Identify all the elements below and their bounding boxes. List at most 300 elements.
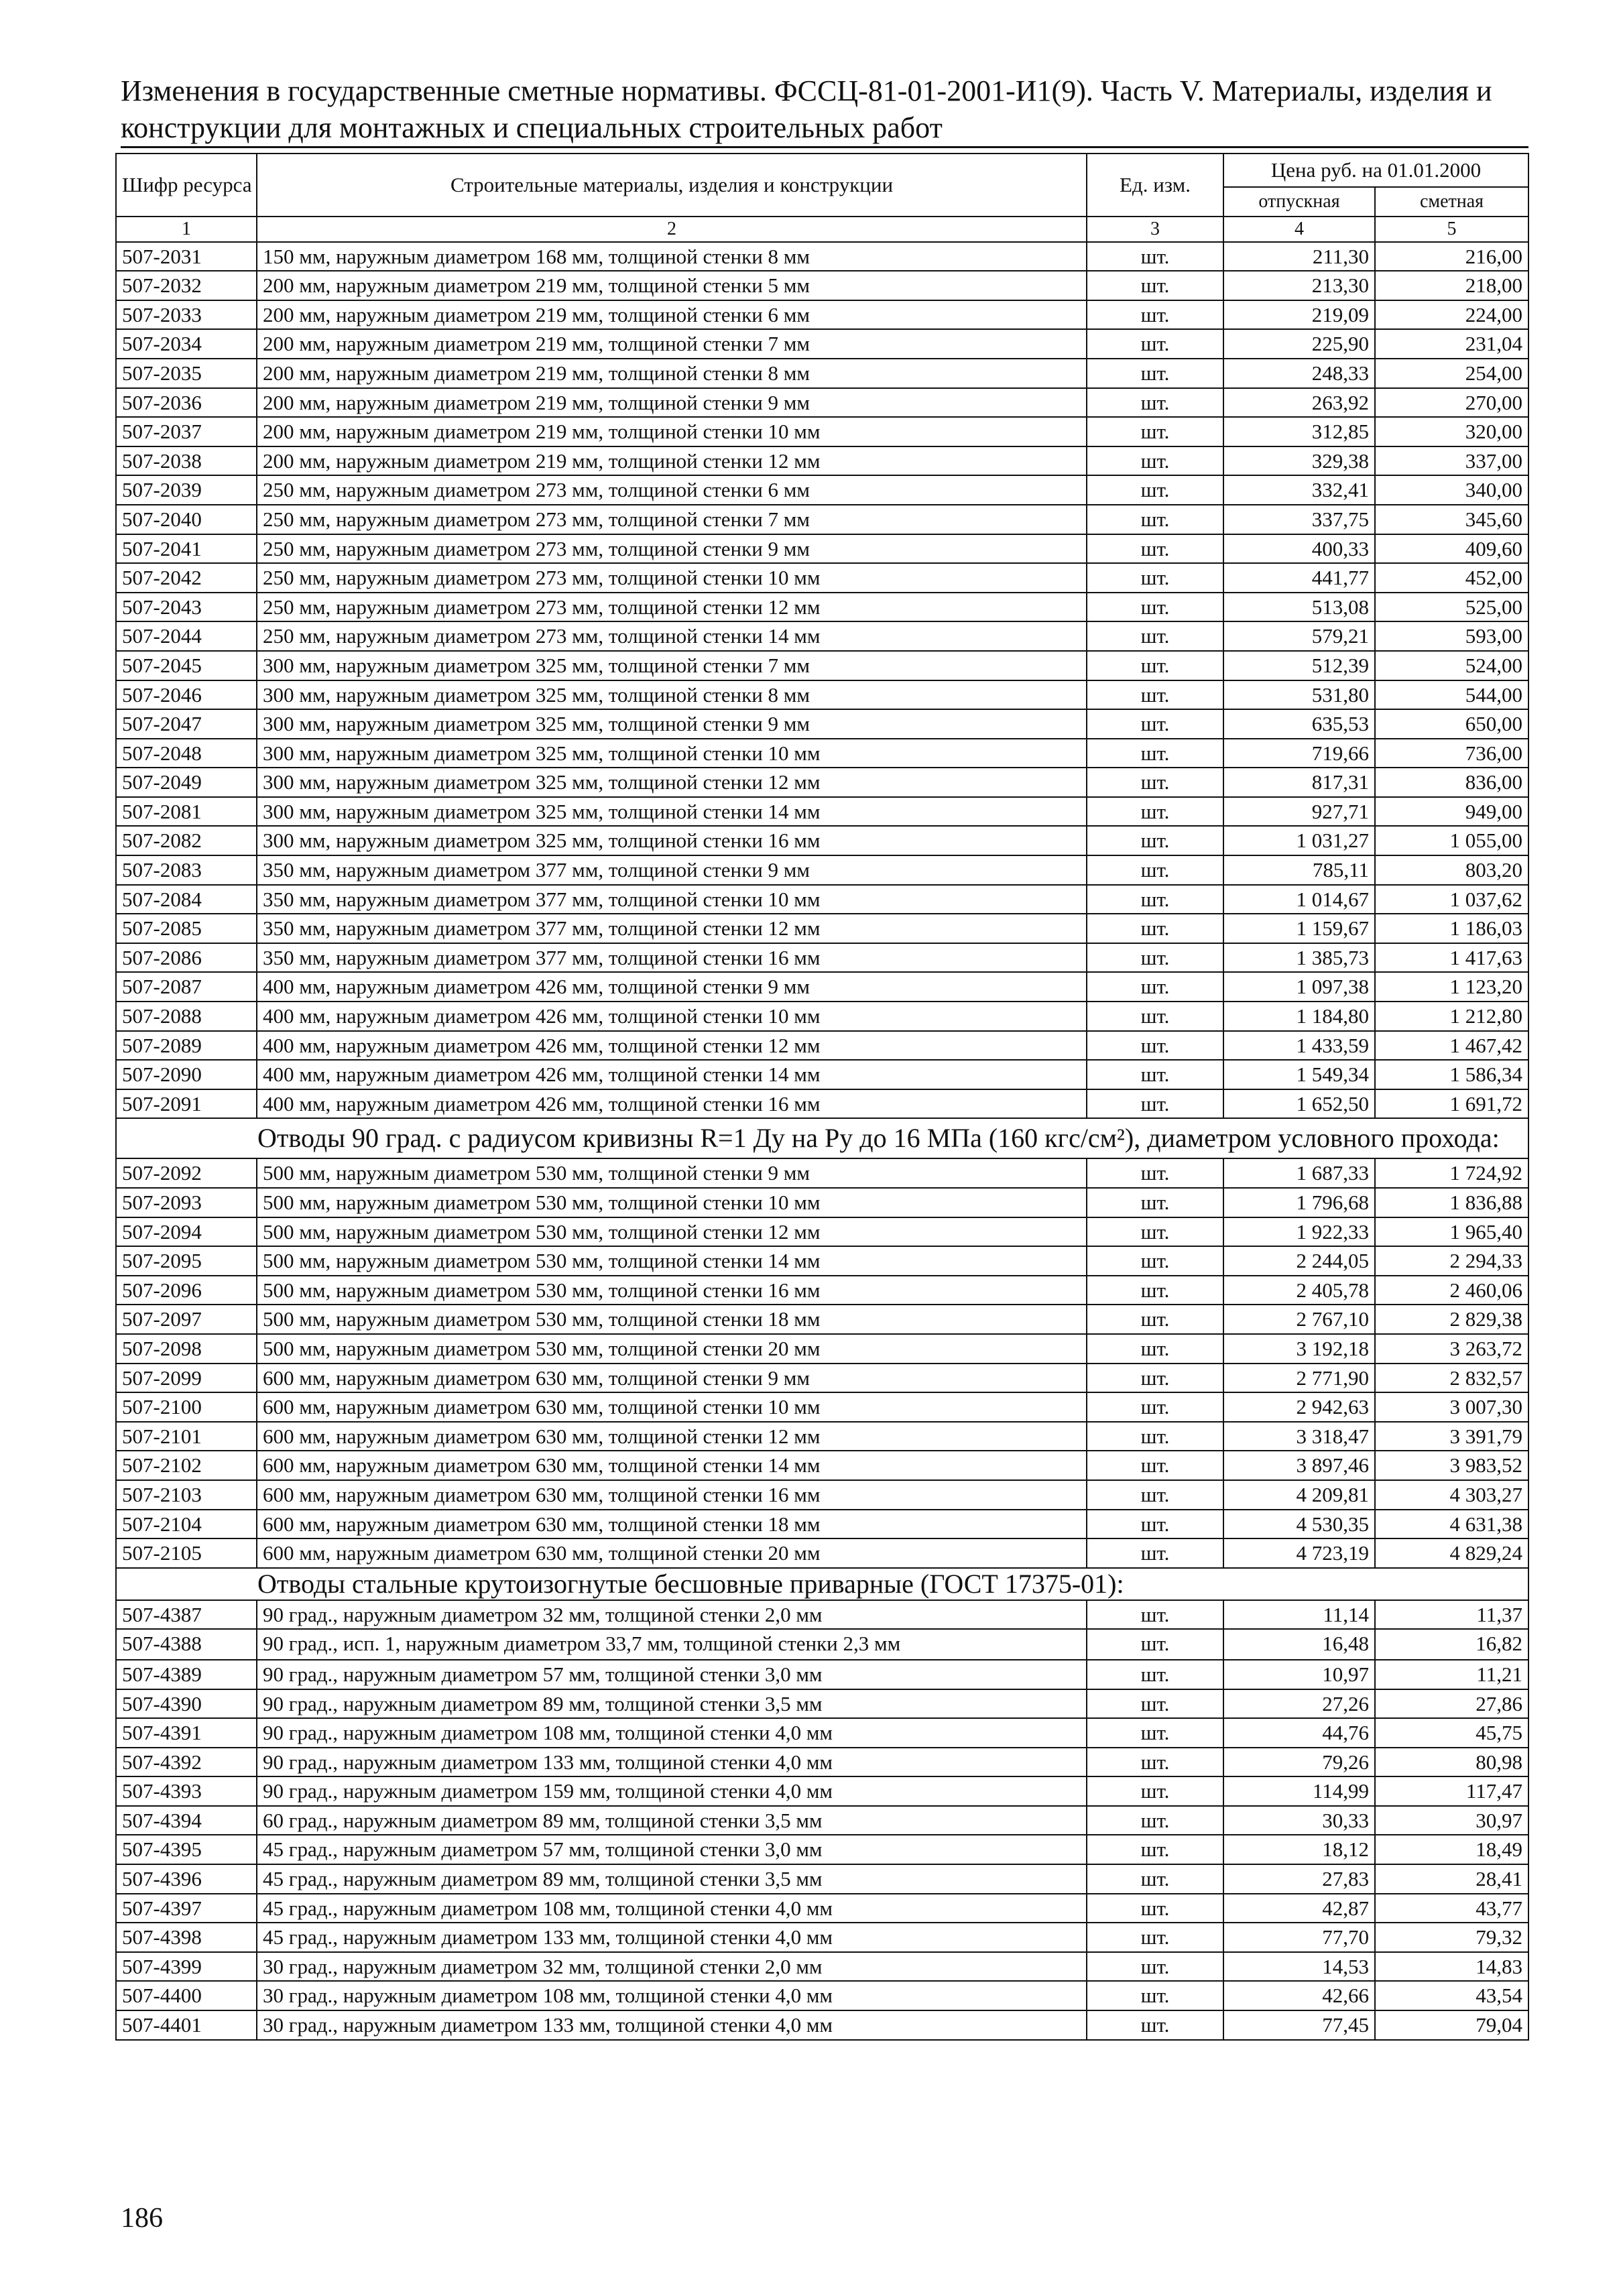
release-price: 1 652,50 bbox=[1223, 1089, 1375, 1119]
table-row bbox=[116, 1060, 1528, 1089]
release-price: 213,30 bbox=[1223, 271, 1375, 300]
table-row bbox=[116, 1364, 1528, 1393]
unit: шт. bbox=[1087, 417, 1223, 446]
table-row bbox=[116, 855, 1528, 885]
estimate-price: 409,60 bbox=[1375, 534, 1528, 564]
release-price: 2 942,63 bbox=[1223, 1392, 1375, 1422]
table-row bbox=[116, 943, 1528, 973]
release-price: 1 031,27 bbox=[1223, 826, 1375, 855]
resource-code: 507-2034 bbox=[116, 329, 257, 359]
unit: шт. bbox=[1087, 1660, 1223, 1689]
resource-code: 507-2093 bbox=[116, 1188, 257, 1217]
unit: шт. bbox=[1087, 797, 1223, 827]
resource-code: 507-2037 bbox=[116, 417, 257, 446]
table-row bbox=[116, 1689, 1528, 1719]
release-price: 44,76 bbox=[1223, 1718, 1375, 1748]
resource-code: 507-2044 bbox=[116, 621, 257, 651]
item-description: 600 мм, наружным диаметром 630 мм, толщиной стенки 20 мм bbox=[257, 1538, 1087, 1568]
estimate-price: 11,21 bbox=[1375, 1660, 1528, 1689]
resource-code: 507-2048 bbox=[116, 739, 257, 768]
resource-code: 507-4395 bbox=[116, 1835, 257, 1864]
item-description: 300 мм, наружным диаметром 325 мм, толщиной стенки 10 мм bbox=[257, 739, 1087, 768]
item-description: 500 мм, наружным диаметром 530 мм, толщиной стенки 16 мм bbox=[257, 1276, 1087, 1305]
release-price: 1 014,67 bbox=[1223, 885, 1375, 914]
estimate-price: 18,49 bbox=[1375, 1835, 1528, 1864]
release-price: 42,66 bbox=[1223, 1981, 1375, 2010]
unit: шт. bbox=[1087, 621, 1223, 651]
resource-code: 507-4399 bbox=[116, 1952, 257, 1982]
resource-code: 507-2098 bbox=[116, 1334, 257, 1364]
table-row bbox=[116, 885, 1528, 914]
unit: шт. bbox=[1087, 1894, 1223, 1923]
estimate-price: 949,00 bbox=[1375, 797, 1528, 827]
release-price: 2 771,90 bbox=[1223, 1364, 1375, 1393]
unit: шт. bbox=[1087, 1510, 1223, 1539]
unit: шт. bbox=[1087, 2010, 1223, 2040]
resource-code: 507-2094 bbox=[116, 1217, 257, 1247]
resource-code: 507-2039 bbox=[116, 475, 257, 505]
resource-code: 507-2088 bbox=[116, 1002, 257, 1031]
release-price: 579,21 bbox=[1223, 621, 1375, 651]
resource-code: 507-2032 bbox=[116, 271, 257, 300]
item-description: 45 град., наружным диаметром 108 мм, толщиной стенки 4,0 мм bbox=[257, 1894, 1087, 1923]
page-number: 186 bbox=[121, 2203, 163, 2234]
estimate-price: 3 391,79 bbox=[1375, 1422, 1528, 1451]
item-description: 500 мм, наружным диаметром 530 мм, толщиной стенки 10 мм bbox=[257, 1188, 1087, 1217]
table-row bbox=[116, 1952, 1528, 1982]
resource-code: 507-2087 bbox=[116, 972, 257, 1002]
release-price: 531,80 bbox=[1223, 680, 1375, 710]
release-price: 4 209,81 bbox=[1223, 1480, 1375, 1510]
release-price: 512,39 bbox=[1223, 651, 1375, 680]
estimate-price: 345,60 bbox=[1375, 505, 1528, 534]
estimate-price: 16,82 bbox=[1375, 1629, 1528, 1660]
estimate-price: 80,98 bbox=[1375, 1748, 1528, 1777]
resource-code: 507-2104 bbox=[116, 1510, 257, 1539]
table-row bbox=[116, 417, 1528, 446]
estimate-price: 79,32 bbox=[1375, 1923, 1528, 1952]
unit: шт. bbox=[1087, 1422, 1223, 1451]
estimate-price: 117,47 bbox=[1375, 1776, 1528, 1806]
table-row bbox=[116, 1894, 1528, 1923]
item-description: 250 мм, наружным диаметром 273 мм, толщиной стенки 7 мм bbox=[257, 505, 1087, 534]
table-row bbox=[116, 739, 1528, 768]
unit: шт. bbox=[1087, 1031, 1223, 1061]
item-description: 500 мм, наружным диаметром 530 мм, толщиной стенки 20 мм bbox=[257, 1334, 1087, 1364]
release-price: 2 767,10 bbox=[1223, 1305, 1375, 1334]
release-price: 4 723,19 bbox=[1223, 1538, 1375, 1568]
unit: шт. bbox=[1087, 826, 1223, 855]
table-row bbox=[116, 2010, 1528, 2040]
release-price: 4 530,35 bbox=[1223, 1510, 1375, 1539]
resource-code: 507-2033 bbox=[116, 300, 257, 330]
item-description: 45 град., наружным диаметром 57 мм, толщиной стенки 3,0 мм bbox=[257, 1835, 1087, 1864]
resource-code: 507-4398 bbox=[116, 1923, 257, 1952]
resource-code: 507-2083 bbox=[116, 855, 257, 885]
unit: шт. bbox=[1087, 1952, 1223, 1982]
table-row bbox=[116, 1748, 1528, 1777]
section-heading-row bbox=[116, 1118, 1528, 1158]
table-row bbox=[116, 1217, 1528, 1247]
release-price: 400,33 bbox=[1223, 534, 1375, 564]
estimate-price: 3 263,72 bbox=[1375, 1334, 1528, 1364]
item-description: 600 мм, наружным диаметром 630 мм, толщиной стенки 10 мм bbox=[257, 1392, 1087, 1422]
item-description: 45 град., наружным диаметром 89 мм, толщиной стенки 3,5 мм bbox=[257, 1864, 1087, 1894]
unit: шт. bbox=[1087, 1776, 1223, 1806]
column-number: 5 bbox=[1375, 217, 1528, 242]
document-header bbox=[121, 72, 1528, 146]
item-description: 300 мм, наружным диаметром 325 мм, толщиной стенки 8 мм bbox=[257, 680, 1087, 710]
release-price: 42,87 bbox=[1223, 1894, 1375, 1923]
item-description: 90 град., наружным диаметром 108 мм, толщиной стенки 4,0 мм bbox=[257, 1718, 1087, 1748]
resource-code: 507-2084 bbox=[116, 885, 257, 914]
unit: шт. bbox=[1087, 1060, 1223, 1089]
release-price: 719,66 bbox=[1223, 739, 1375, 768]
resource-code: 507-2041 bbox=[116, 534, 257, 564]
item-description: 400 мм, наружным диаметром 426 мм, толщиной стенки 9 мм bbox=[257, 972, 1087, 1002]
estimate-price: 650,00 bbox=[1375, 709, 1528, 739]
resource-code: 507-2082 bbox=[116, 826, 257, 855]
release-price: 1 687,33 bbox=[1223, 1158, 1375, 1188]
estimate-price: 43,54 bbox=[1375, 1981, 1528, 2010]
resource-code: 507-2102 bbox=[116, 1451, 257, 1480]
table-row bbox=[116, 1334, 1528, 1364]
estimate-price: 3 983,52 bbox=[1375, 1451, 1528, 1480]
resource-code: 507-4400 bbox=[116, 1981, 257, 2010]
item-description: 250 мм, наружным диаметром 273 мм, толщиной стенки 9 мм bbox=[257, 534, 1087, 564]
estimate-price: 79,04 bbox=[1375, 2010, 1528, 2040]
item-description: 200 мм, наружным диаметром 219 мм, толщиной стенки 12 мм bbox=[257, 446, 1087, 476]
release-price: 1 433,59 bbox=[1223, 1031, 1375, 1061]
item-description: 600 мм, наружным диаметром 630 мм, толщиной стенки 18 мм bbox=[257, 1510, 1087, 1539]
table-row bbox=[116, 709, 1528, 739]
table-row bbox=[116, 329, 1528, 359]
release-price: 1 796,68 bbox=[1223, 1188, 1375, 1217]
estimate-price: 1 055,00 bbox=[1375, 826, 1528, 855]
table-row bbox=[116, 768, 1528, 797]
section-heading: Отводы стальные крутоизогнутые бесшовные приварные (ГОСТ 17375-01): bbox=[116, 1568, 1528, 1600]
estimate-price: 218,00 bbox=[1375, 271, 1528, 300]
unit: шт. bbox=[1087, 1158, 1223, 1188]
unit: шт. bbox=[1087, 768, 1223, 797]
item-description: 200 мм, наружным диаметром 219 мм, толщиной стенки 5 мм bbox=[257, 271, 1087, 300]
unit: шт. bbox=[1087, 1835, 1223, 1864]
estimate-price: 525,00 bbox=[1375, 593, 1528, 622]
item-description: 30 град., наружным диаметром 108 мм, толщиной стенки 4,0 мм bbox=[257, 1981, 1087, 2010]
table-row bbox=[116, 1276, 1528, 1305]
table-row bbox=[116, 1031, 1528, 1061]
item-description: 350 мм, наружным диаметром 377 мм, толщиной стенки 16 мм bbox=[257, 943, 1087, 973]
item-description: 250 мм, наружным диаметром 273 мм, толщиной стенки 14 мм bbox=[257, 621, 1087, 651]
table-row bbox=[116, 563, 1528, 593]
estimate-price: 1 691,72 bbox=[1375, 1089, 1528, 1119]
table-row bbox=[116, 1246, 1528, 1276]
estimate-price: 30,97 bbox=[1375, 1806, 1528, 1835]
rows-group-a bbox=[116, 242, 1528, 1119]
item-description: 90 град., наружным диаметром 159 мм, толщиной стенки 4,0 мм bbox=[257, 1776, 1087, 1806]
unit: шт. bbox=[1087, 855, 1223, 885]
estimate-price: 216,00 bbox=[1375, 242, 1528, 271]
unit: шт. bbox=[1087, 1364, 1223, 1393]
unit: шт. bbox=[1087, 534, 1223, 564]
estimate-price: 452,00 bbox=[1375, 563, 1528, 593]
item-description: 350 мм, наружным диаметром 377 мм, толщиной стенки 9 мм bbox=[257, 855, 1087, 885]
release-price: 30,33 bbox=[1223, 1806, 1375, 1835]
rows-group-c1 bbox=[116, 1600, 1528, 1630]
resource-code: 507-2081 bbox=[116, 797, 257, 827]
resource-code: 507-2086 bbox=[116, 943, 257, 973]
item-description: 200 мм, наружным диаметром 219 мм, толщиной стенки 9 мм bbox=[257, 388, 1087, 418]
unit: шт. bbox=[1087, 1334, 1223, 1364]
price-table bbox=[115, 153, 1529, 2041]
estimate-price: 1 724,92 bbox=[1375, 1158, 1528, 1188]
unit: шт. bbox=[1087, 563, 1223, 593]
item-description: 400 мм, наружным диаметром 426 мм, толщиной стенки 14 мм bbox=[257, 1060, 1087, 1089]
table-row bbox=[116, 621, 1528, 651]
estimate-price: 3 007,30 bbox=[1375, 1392, 1528, 1422]
resource-code: 507-2095 bbox=[116, 1246, 257, 1276]
column-number: 4 bbox=[1223, 217, 1375, 242]
header-estimate-price: сметная bbox=[1375, 187, 1528, 217]
table-row bbox=[116, 1002, 1528, 1031]
estimate-price: 593,00 bbox=[1375, 621, 1528, 651]
resource-code: 507-2101 bbox=[116, 1422, 257, 1451]
table-row bbox=[116, 1538, 1528, 1568]
estimate-price: 736,00 bbox=[1375, 739, 1528, 768]
unit: шт. bbox=[1087, 1089, 1223, 1119]
header-rule bbox=[121, 146, 1528, 148]
resource-code: 507-2038 bbox=[116, 446, 257, 476]
resource-code: 507-4401 bbox=[116, 2010, 257, 2040]
resource-code: 507-4397 bbox=[116, 1894, 257, 1923]
unit: шт. bbox=[1087, 1002, 1223, 1031]
estimate-price: 27,86 bbox=[1375, 1689, 1528, 1719]
table-row bbox=[116, 1776, 1528, 1806]
item-description: 30 град., наружным диаметром 32 мм, толщиной стенки 2,0 мм bbox=[257, 1952, 1087, 1982]
table-row bbox=[116, 271, 1528, 300]
release-price: 1 097,38 bbox=[1223, 972, 1375, 1002]
column-number: 3 bbox=[1087, 217, 1223, 242]
unit: шт. bbox=[1087, 1246, 1223, 1276]
estimate-price: 254,00 bbox=[1375, 359, 1528, 388]
item-description: 400 мм, наружным диаметром 426 мм, толщиной стенки 12 мм bbox=[257, 1031, 1087, 1061]
release-price: 817,31 bbox=[1223, 768, 1375, 797]
table-row bbox=[116, 359, 1528, 388]
estimate-price: 1 123,20 bbox=[1375, 972, 1528, 1002]
item-description: 200 мм, наружным диаметром 219 мм, толщиной стенки 10 мм bbox=[257, 417, 1087, 446]
rows-group-b bbox=[116, 1158, 1528, 1567]
release-price: 1 184,80 bbox=[1223, 1002, 1375, 1031]
unit: шт. bbox=[1087, 739, 1223, 768]
unit: шт. bbox=[1087, 1748, 1223, 1777]
resource-code: 507-4392 bbox=[116, 1748, 257, 1777]
item-description: 300 мм, наружным диаметром 325 мм, толщиной стенки 7 мм bbox=[257, 651, 1087, 680]
unit: шт. bbox=[1087, 1806, 1223, 1835]
estimate-price: 836,00 bbox=[1375, 768, 1528, 797]
release-price: 1 159,67 bbox=[1223, 914, 1375, 943]
estimate-price: 544,00 bbox=[1375, 680, 1528, 710]
table-row bbox=[116, 242, 1528, 271]
item-description: 500 мм, наружным диаметром 530 мм, толщиной стенки 12 мм bbox=[257, 1217, 1087, 1247]
resource-code: 507-2096 bbox=[116, 1276, 257, 1305]
estimate-price: 43,77 bbox=[1375, 1894, 1528, 1923]
item-description: 45 град., наружным диаметром 133 мм, толщиной стенки 4,0 мм bbox=[257, 1923, 1087, 1952]
release-price: 1 922,33 bbox=[1223, 1217, 1375, 1247]
resource-code: 507-2045 bbox=[116, 651, 257, 680]
unit: шт. bbox=[1087, 446, 1223, 476]
release-price: 635,53 bbox=[1223, 709, 1375, 739]
estimate-price: 231,04 bbox=[1375, 329, 1528, 359]
estimate-price: 1 586,34 bbox=[1375, 1060, 1528, 1089]
estimate-price: 1 037,62 bbox=[1375, 885, 1528, 914]
table-row bbox=[116, 1718, 1528, 1748]
estimate-price: 337,00 bbox=[1375, 446, 1528, 476]
unit: шт. bbox=[1087, 1981, 1223, 2010]
estimate-price: 4 303,27 bbox=[1375, 1480, 1528, 1510]
table-row bbox=[116, 1600, 1528, 1630]
estimate-price: 2 294,33 bbox=[1375, 1246, 1528, 1276]
estimate-price: 1 212,80 bbox=[1375, 1002, 1528, 1031]
item-description: 250 мм, наружным диаметром 273 мм, толщиной стенки 12 мм bbox=[257, 593, 1087, 622]
unit: шт. bbox=[1087, 593, 1223, 622]
table-row bbox=[116, 1629, 1528, 1660]
resource-code: 507-4387 bbox=[116, 1600, 257, 1630]
table-row bbox=[116, 1480, 1528, 1510]
resource-code: 507-2043 bbox=[116, 593, 257, 622]
rows-group-c2 bbox=[116, 1660, 1528, 2040]
release-price: 16,48 bbox=[1223, 1629, 1375, 1660]
unit: шт. bbox=[1087, 1188, 1223, 1217]
item-description: 600 мм, наружным диаметром 630 мм, толщиной стенки 16 мм bbox=[257, 1480, 1087, 1510]
table-row bbox=[116, 1864, 1528, 1894]
item-description: 400 мм, наружным диаметром 426 мм, толщиной стенки 16 мм bbox=[257, 1089, 1087, 1119]
estimate-price: 1 836,88 bbox=[1375, 1188, 1528, 1217]
item-description: 90 град., наружным диаметром 133 мм, толщиной стенки 4,0 мм bbox=[257, 1748, 1087, 1777]
unit: шт. bbox=[1087, 1217, 1223, 1247]
resource-code: 507-2105 bbox=[116, 1538, 257, 1568]
section-b-group bbox=[116, 1118, 1528, 1158]
release-price: 332,41 bbox=[1223, 475, 1375, 505]
resource-code: 507-4388 bbox=[116, 1629, 257, 1660]
resource-code: 507-2085 bbox=[116, 914, 257, 943]
estimate-price: 28,41 bbox=[1375, 1864, 1528, 1894]
table-row bbox=[116, 1392, 1528, 1422]
item-description: 400 мм, наружным диаметром 426 мм, толщиной стенки 10 мм bbox=[257, 1002, 1087, 1031]
release-price: 1 549,34 bbox=[1223, 1060, 1375, 1089]
item-description: 90 град., наружным диаметром 32 мм, толщиной стенки 2,0 мм bbox=[257, 1600, 1087, 1630]
table-row bbox=[116, 505, 1528, 534]
resource-code: 507-2091 bbox=[116, 1089, 257, 1119]
item-description: 90 град., наружным диаметром 89 мм, толщиной стенки 3,5 мм bbox=[257, 1689, 1087, 1719]
resource-code: 507-4391 bbox=[116, 1718, 257, 1748]
unit: шт. bbox=[1087, 1629, 1223, 1660]
column-numbers-row bbox=[116, 217, 1528, 242]
release-price: 927,71 bbox=[1223, 797, 1375, 827]
estimate-price: 14,83 bbox=[1375, 1952, 1528, 1982]
column-number: 1 bbox=[116, 217, 257, 242]
section-heading-row bbox=[116, 1568, 1528, 1600]
item-description: 300 мм, наружным диаметром 325 мм, толщиной стенки 14 мм bbox=[257, 797, 1087, 827]
release-price: 263,92 bbox=[1223, 388, 1375, 418]
release-price: 11,14 bbox=[1223, 1600, 1375, 1630]
release-price: 14,53 bbox=[1223, 1952, 1375, 1982]
resource-code: 507-2099 bbox=[116, 1364, 257, 1393]
item-description: 300 мм, наружным диаметром 325 мм, толщиной стенки 9 мм bbox=[257, 709, 1087, 739]
wrapped-row-group bbox=[116, 1629, 1528, 1660]
table-row bbox=[116, 680, 1528, 710]
table-row bbox=[116, 1835, 1528, 1864]
resource-code: 507-4394 bbox=[116, 1806, 257, 1835]
header-line-1: Изменения в государственные сметные нормативы. ФССЦ-81-01-2001-И1(9). Часть V. Материалы, изделия и bbox=[121, 74, 1492, 107]
item-description: 300 мм, наружным диаметром 325 мм, толщиной стенки 16 мм bbox=[257, 826, 1087, 855]
release-price: 79,26 bbox=[1223, 1748, 1375, 1777]
release-price: 2 405,78 bbox=[1223, 1276, 1375, 1305]
unit: шт. bbox=[1087, 1305, 1223, 1334]
resource-code: 507-4390 bbox=[116, 1689, 257, 1719]
unit: шт. bbox=[1087, 1923, 1223, 1952]
resource-code: 507-2040 bbox=[116, 505, 257, 534]
release-price: 248,33 bbox=[1223, 359, 1375, 388]
table-row bbox=[116, 1188, 1528, 1217]
table-row bbox=[116, 1981, 1528, 2010]
unit: шт. bbox=[1087, 1864, 1223, 1894]
resource-code: 507-2103 bbox=[116, 1480, 257, 1510]
header-name: Строительные материалы, изделия и конструкции bbox=[257, 154, 1087, 217]
release-price: 114,99 bbox=[1223, 1776, 1375, 1806]
unit: шт. bbox=[1087, 475, 1223, 505]
table-row bbox=[116, 534, 1528, 564]
resource-code: 507-2100 bbox=[116, 1392, 257, 1422]
release-price: 77,45 bbox=[1223, 2010, 1375, 2040]
item-description: 500 мм, наружным диаметром 530 мм, толщиной стенки 9 мм bbox=[257, 1158, 1087, 1188]
unit: шт. bbox=[1087, 329, 1223, 359]
release-price: 329,38 bbox=[1223, 446, 1375, 476]
resource-code: 507-2049 bbox=[116, 768, 257, 797]
table-row bbox=[116, 1305, 1528, 1334]
table-row bbox=[116, 1158, 1528, 1188]
item-description: 500 мм, наружным диаметром 530 мм, толщиной стенки 14 мм bbox=[257, 1246, 1087, 1276]
header-price: Цена руб. на 01.01.2000 bbox=[1223, 154, 1528, 187]
column-number: 2 bbox=[257, 217, 1087, 242]
unit: шт. bbox=[1087, 388, 1223, 418]
table-row bbox=[116, 914, 1528, 943]
release-price: 441,77 bbox=[1223, 563, 1375, 593]
estimate-price: 4 631,38 bbox=[1375, 1510, 1528, 1539]
item-description: 200 мм, наружным диаметром 219 мм, толщиной стенки 7 мм bbox=[257, 329, 1087, 359]
table-row bbox=[116, 1422, 1528, 1451]
unit: шт. bbox=[1087, 242, 1223, 271]
estimate-price: 1 417,63 bbox=[1375, 943, 1528, 973]
estimate-price: 1 186,03 bbox=[1375, 914, 1528, 943]
estimate-price: 224,00 bbox=[1375, 300, 1528, 330]
estimate-price: 2 460,06 bbox=[1375, 1276, 1528, 1305]
unit: шт. bbox=[1087, 1718, 1223, 1748]
estimate-price: 2 829,38 bbox=[1375, 1305, 1528, 1334]
unit: шт. bbox=[1087, 651, 1223, 680]
resource-code: 507-2089 bbox=[116, 1031, 257, 1061]
resource-code: 507-2035 bbox=[116, 359, 257, 388]
table-row bbox=[116, 475, 1528, 505]
header-release-price: отпускная bbox=[1223, 187, 1375, 217]
unit: шт. bbox=[1087, 1600, 1223, 1630]
table-row bbox=[116, 1923, 1528, 1952]
unit: шт. bbox=[1087, 680, 1223, 710]
estimate-price: 1 467,42 bbox=[1375, 1031, 1528, 1061]
table-row bbox=[116, 972, 1528, 1002]
release-price: 3 897,46 bbox=[1223, 1451, 1375, 1480]
release-price: 3 192,18 bbox=[1223, 1334, 1375, 1364]
header-unit: Ед. изм. bbox=[1087, 154, 1223, 217]
